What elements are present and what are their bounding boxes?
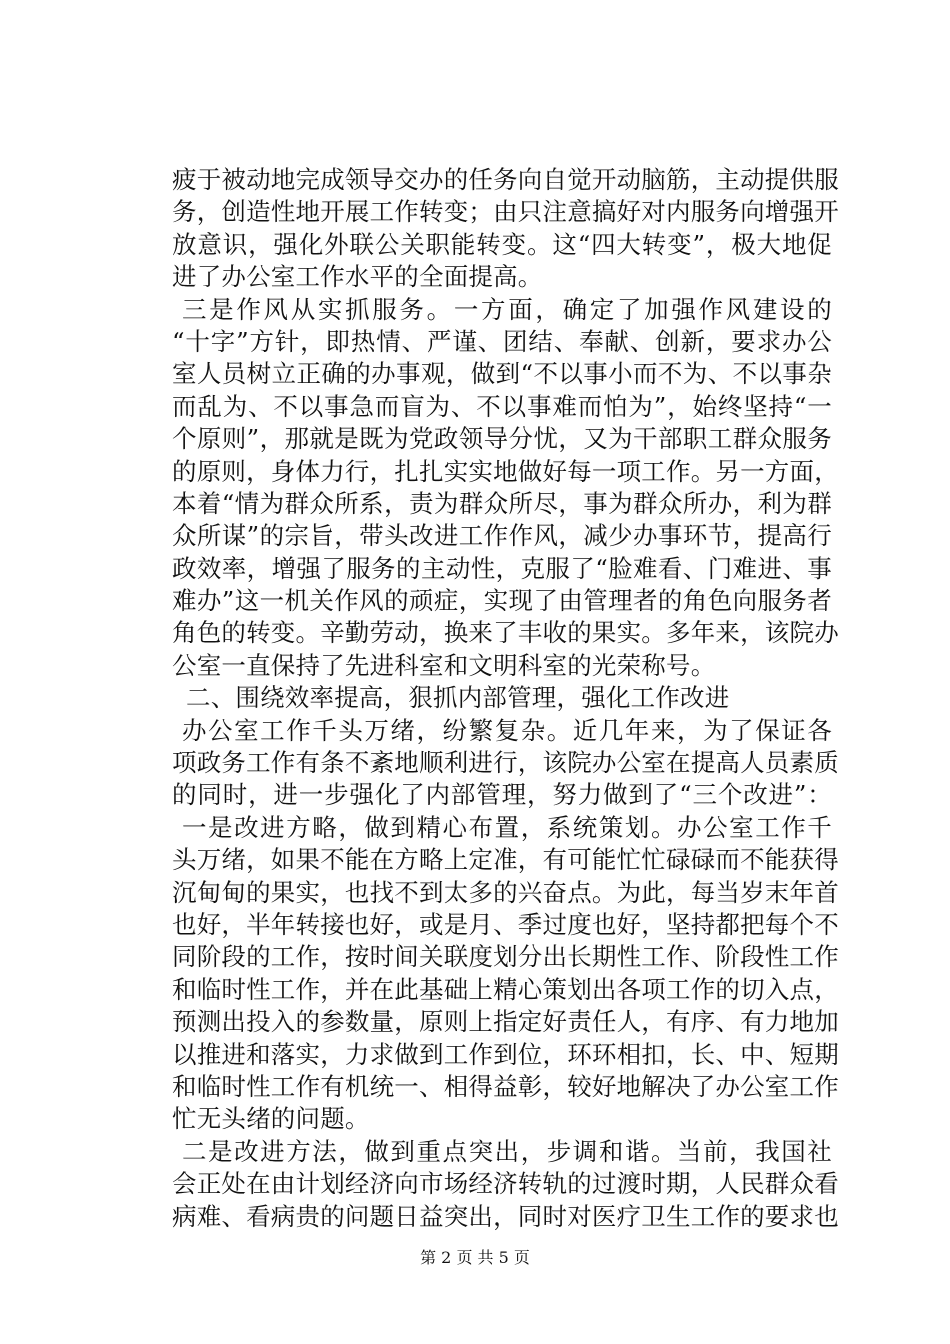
text-line: 沉甸甸的果实，也找不到太多的兴奋点。为此，每当岁末年首 <box>172 877 839 907</box>
text-line: 政效率，增强了服务的主动性，克服了“脸难看、门难进、事 <box>172 553 832 583</box>
text-line: 会正处在由计划经济向市场经济转轨的过渡时期，人民群众看 <box>172 1169 839 1199</box>
text-line: 进了办公室工作水平的全面提高。 <box>172 262 543 292</box>
text-line: 二是改进方法，做到重点突出，步调和谐。当前，我国社 <box>182 1136 832 1166</box>
text-line: 办公室工作千头万绪，纷繁复杂。近几年来，为了保证各 <box>182 715 832 745</box>
text-line: 预测出投入的参数量，原则上指定好责任人，有序、有力地加 <box>172 1007 839 1037</box>
text-line: 也好，半年转接也好，或是月、季过度也好，坚持都把每个不 <box>172 909 839 939</box>
text-line: 和临时性工作，并在此基础上精心策划出各项工作的切入点， <box>172 974 839 1004</box>
text-line: 以推进和落实，力求做到工作到位，环环相扣，长、中、短期 <box>172 1039 839 1069</box>
text-line: 的原则，身体力行，扎扎实实地做好每一项工作。另一方面， <box>172 456 839 486</box>
text-line: 一是改进方略，做到精心布置，系统策划。办公室工作千 <box>182 812 832 842</box>
text-line: 头万绪，如果不能在方略上定准，有可能忙忙碌碌而不能获得 <box>172 845 839 875</box>
text-line: 难办”这一机关作风的顽症，实现了由管理者的角色向服务者 <box>172 586 832 616</box>
text-line: 项政务工作有条不紊地顺利进行，该院办公室在提高人员素质 <box>172 748 839 778</box>
text-line: 本着“情为群众所系，责为群众所尽，事为群众所办，利为群 <box>172 488 832 518</box>
section-heading: 二、围绕效率提高，狠抓内部管理，强化工作改进 <box>186 683 730 713</box>
text-line: 同阶段的工作，按时间关联度划分出长期性工作、阶段性工作 <box>172 942 839 972</box>
text-line: 室人员树立正确的办事观，做到“不以事小而不为、不以事杂 <box>172 359 832 389</box>
text-line: “十字”方针，即热情、严谨、团结、奉献、创新，要求办公 <box>172 326 832 356</box>
text-line: 而乱为、不以事急而盲为、不以事难而怕为”，始终坚持“一 <box>172 391 832 421</box>
text-line: 病难、看病贵的问题日益突出，同时对医疗卫生工作的要求也 <box>172 1201 839 1231</box>
text-line: 众所谋”的宗旨，带头改进工作作风，减少办事环节，提高行 <box>172 521 832 551</box>
text-line: 的同时，进一步强化了内部管理，努力做到了“三个改进”： <box>172 780 832 810</box>
page-footer: 第 2 页 共 5 页 <box>420 1248 530 1267</box>
text-line: 放意识，强化外联公关职能转变。这“四大转变”，极大地促 <box>172 229 832 259</box>
text-line: 角色的转变。辛勤劳动，换来了丰收的果实。多年来，该院办 <box>172 618 839 648</box>
text-line: 和临时性工作有机统一、相得益彰，较好地解决了办公室工作 <box>172 1071 839 1101</box>
text-line: 三是作风从实抓服务。一方面，确定了加强作风建设的 <box>182 294 832 324</box>
document-body <box>172 164 839 1233</box>
text-line: 疲于被动地完成领导交办的任务向自觉开动脑筋，主动提供服 <box>172 165 839 194</box>
text-line: 公室一直保持了先进科室和文明科室的光荣称号。 <box>172 650 716 680</box>
text-line: 个原则”，那就是既为党政领导分忧，又为干部职工群众服务 <box>172 424 832 454</box>
text-line: 务，创造性地开展工作转变；由只注意搞好对内服务向增强开 <box>172 197 839 227</box>
text-line: 忙无头绪的问题。 <box>172 1104 370 1134</box>
